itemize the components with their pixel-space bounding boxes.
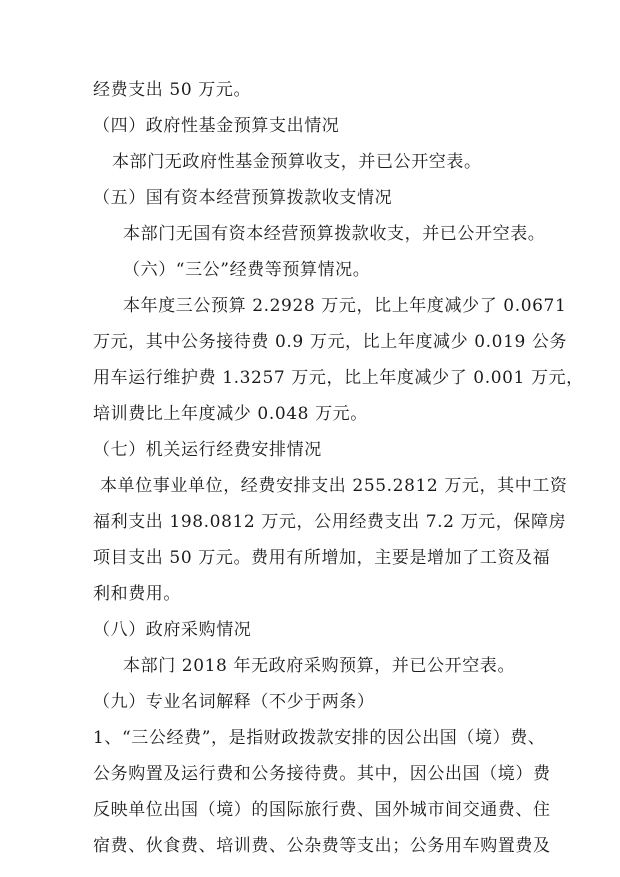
paragraph-line: 万元，其中公务接待费 0.9 万元，比上年度减少 0.019 公务 [93,332,568,352]
paragraph-line: 经费支出 50 万元。 [93,80,252,100]
paragraph-line: 培训费比上年度减少 0.048 万元。 [93,404,368,424]
paragraph-line: 本部门无国有资本经营预算拨款收支，并已公开空表。 [123,224,546,244]
paragraph-line: 1、“三公经费”，是指财政拨款安排的因公出国（境）费、 [93,728,546,748]
section-heading: （五）国有资本经营预算拨款收支情况 [93,188,393,208]
paragraph-line: 利和费用。 [93,584,181,604]
section-heading: （六）“三公”经费等预算情况。 [123,260,371,280]
section-heading: （四）政府性基金预算支出情况 [93,116,340,136]
paragraph-line: 本部门 2018 年无政府采购预算，并已公开空表。 [123,656,516,676]
section-heading: （七）机关运行经费安排情况 [93,440,322,460]
paragraph-line: 本年度三公预算 2.2928 万元，比上年度减少了 0.0671 [123,296,567,316]
paragraph-line: 反映单位出国（境）的国际旅行费、国外城市间交通费、住 [93,800,551,820]
paragraph-line: 本单位事业单位，经费安排支出 255.2812 万元，其中工资 [100,476,568,496]
paragraph-line: 项目支出 50 万元。费用有所增加，主要是增加了工资及福 [93,548,551,568]
paragraph-line: 福利支出 198.0812 万元，公用经费支出 7.2 万元，保障房 [93,512,567,532]
paragraph-line: 宿费、伙食费、培训费、公杂费等支出；公务用车购置费及 [93,836,551,856]
paragraph-line: 用车运行维护费 1.3257 万元，比上年度减少了 0.001 万元， [93,368,584,388]
paragraph-line: 本部门无政府性基金预算收支，并已公开空表。 [112,152,482,172]
section-heading: （九）专业名词解释（不少于两条） [93,692,375,712]
paragraph-line: 公务购置及运行费和公务接待费。其中，因公出国（境）费 [93,764,551,784]
section-heading: （八）政府采购情况 [93,620,252,640]
